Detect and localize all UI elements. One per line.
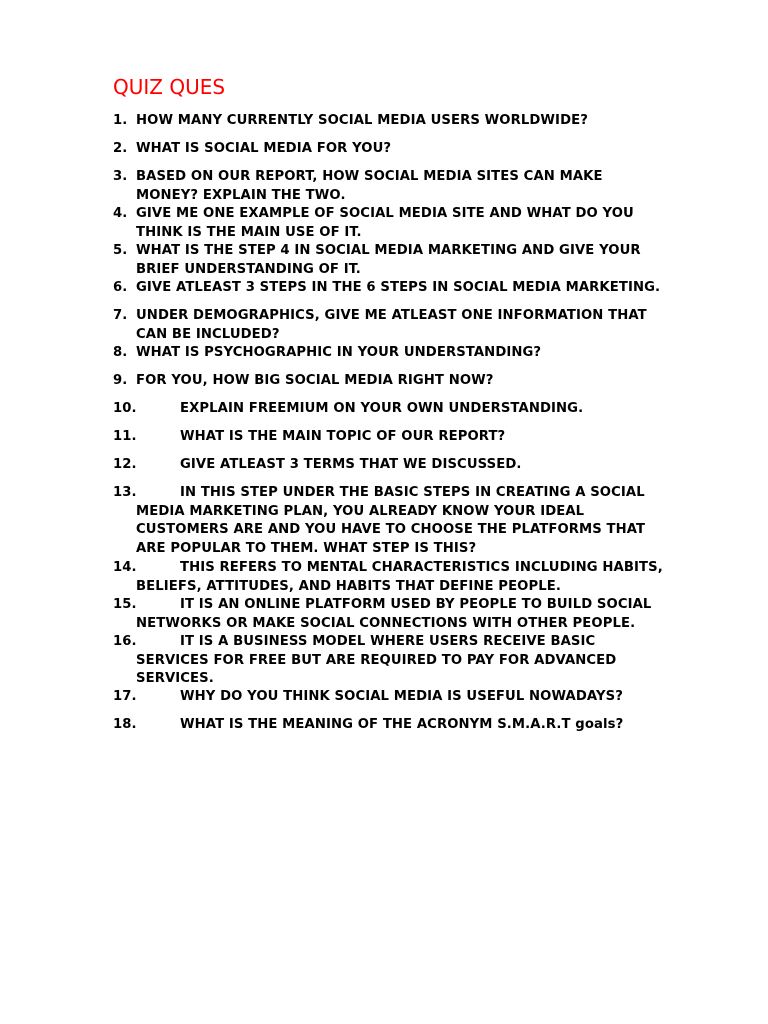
question-text: [136, 242, 681, 279]
question-number: 6.: [113, 280, 128, 295]
question-text-line: WHAT IS THE MAIN TOPIC OF OUR REPORT?: [180, 429, 506, 444]
question-text-line: HOW MANY CURRENTLY SOCIAL MEDIA USERS WORLDWIDE?: [136, 113, 588, 128]
question-text: [136, 484, 681, 558]
question-text-line: BELIEFS, ATTITUDES, AND HABITS THAT DEFINE PEOPLE.: [136, 578, 561, 594]
question-number: 11.: [113, 429, 137, 444]
question-text: [136, 428, 681, 447]
question-number: 7.: [113, 308, 128, 323]
question-text-line: ARE POPULAR TO THEM. WHAT STEP IS THIS?: [136, 540, 477, 556]
question-number: 2.: [113, 141, 128, 156]
question-text-line: BRIEF UNDERSTANDING OF IT.: [136, 261, 361, 277]
question-number: 16.: [113, 634, 137, 649]
question-number: 1.: [113, 113, 128, 128]
question-text: [136, 279, 681, 298]
question-text-line: WHAT IS THE MEANING OF THE ACRONYM S.M.A.R.T goals?: [180, 717, 624, 732]
question-number: 9.: [113, 373, 128, 388]
question-text: [136, 400, 681, 419]
question-number: 15.: [113, 597, 137, 612]
question-text: [136, 112, 681, 131]
question-text-line: MEDIA MARKETING PLAN, YOU ALREADY KNOW YOUR IDEAL: [136, 503, 585, 519]
question-text-line: THIS REFERS TO MENTAL CHARACTERISTICS INCLUDING HABITS,: [180, 560, 663, 575]
question-text: [136, 140, 681, 159]
question-text-line: WHAT IS THE STEP 4 IN SOCIAL MEDIA MARKETING AND GIVE YOUR: [136, 243, 641, 258]
question-number: 18.: [113, 717, 137, 732]
question-number: 8.: [113, 345, 128, 360]
question-text-line: GIVE ATLEAST 3 TERMS THAT WE DISCUSSED.: [180, 457, 522, 472]
question-text-line: FOR YOU, HOW BIG SOCIAL MEDIA RIGHT NOW?: [136, 373, 494, 388]
question-number: 5.: [113, 243, 128, 258]
question-number: 14.: [113, 560, 137, 575]
question-text: [136, 344, 681, 363]
question-text-line: CUSTOMERS ARE AND YOU HAVE TO CHOOSE THE PLATFORMS THAT: [136, 522, 646, 537]
question-number: 10.: [113, 401, 137, 416]
question-text: [136, 716, 681, 735]
question-text-line: MONEY? EXPLAIN THE TWO.: [136, 187, 346, 203]
question-text-line: NETWORKS OR MAKE SOCIAL CONNECTIONS WITH OTHER PEOPLE.: [136, 615, 636, 631]
question-text: [136, 633, 681, 689]
question-text-line: GIVE ME ONE EXAMPLE OF SOCIAL MEDIA SITE AND WHAT DO YOU: [136, 206, 634, 221]
question-text: [136, 307, 681, 344]
question-text: [136, 168, 681, 205]
question-text-line: IT IS A BUSINESS MODEL WHERE USERS RECEIVE BASIC: [180, 634, 596, 649]
question-number: 3.: [113, 169, 128, 184]
question-text: [136, 559, 681, 596]
question-text-line: WHAT IS PSYCHOGRAPHIC IN YOUR UNDERSTANDING?: [136, 345, 542, 360]
question-text-line: IN THIS STEP UNDER THE BASIC STEPS IN CREATING A SOCIAL: [180, 485, 645, 500]
page-title: QUIZ QUES: [113, 75, 226, 99]
question-text-line: IT IS AN ONLINE PLATFORM USED BY PEOPLE TO BUILD SOCIAL: [180, 597, 652, 612]
question-number: 17.: [113, 689, 137, 704]
question-text: [136, 372, 681, 391]
question-text: [136, 456, 681, 475]
question-text-line: SERVICES.: [136, 671, 214, 686]
question-text-line: BASED ON OUR REPORT, HOW SOCIAL MEDIA SITES CAN MAKE: [136, 169, 603, 184]
question-text: [136, 596, 681, 633]
question-text-line: GIVE ATLEAST 3 STEPS IN THE 6 STEPS IN SOCIAL MEDIA MARKETING.: [136, 280, 661, 295]
question-text-line: EXPLAIN FREEMIUM ON YOUR OWN UNDERSTANDING.: [180, 401, 584, 416]
question-text-line: WHAT IS SOCIAL MEDIA FOR YOU?: [136, 141, 392, 156]
question-text-line: CAN BE INCLUDED?: [136, 326, 280, 342]
question-number: 12.: [113, 457, 137, 472]
question-number: 13.: [113, 485, 137, 500]
question-number: 4.: [113, 206, 128, 221]
question-text-line: WHY DO YOU THINK SOCIAL MEDIA IS USEFUL NOWADAYS?: [180, 689, 623, 704]
question-text: [136, 688, 681, 707]
question-text: [136, 205, 681, 242]
question-text-line: THINK IS THE MAIN USE OF IT.: [136, 224, 362, 240]
question-text-line: SERVICES FOR FREE BUT ARE REQUIRED TO PAY FOR ADVANCED: [136, 652, 617, 668]
question-text-line: UNDER DEMOGRAPHICS, GIVE ME ATLEAST ONE INFORMATION THAT: [136, 308, 647, 323]
